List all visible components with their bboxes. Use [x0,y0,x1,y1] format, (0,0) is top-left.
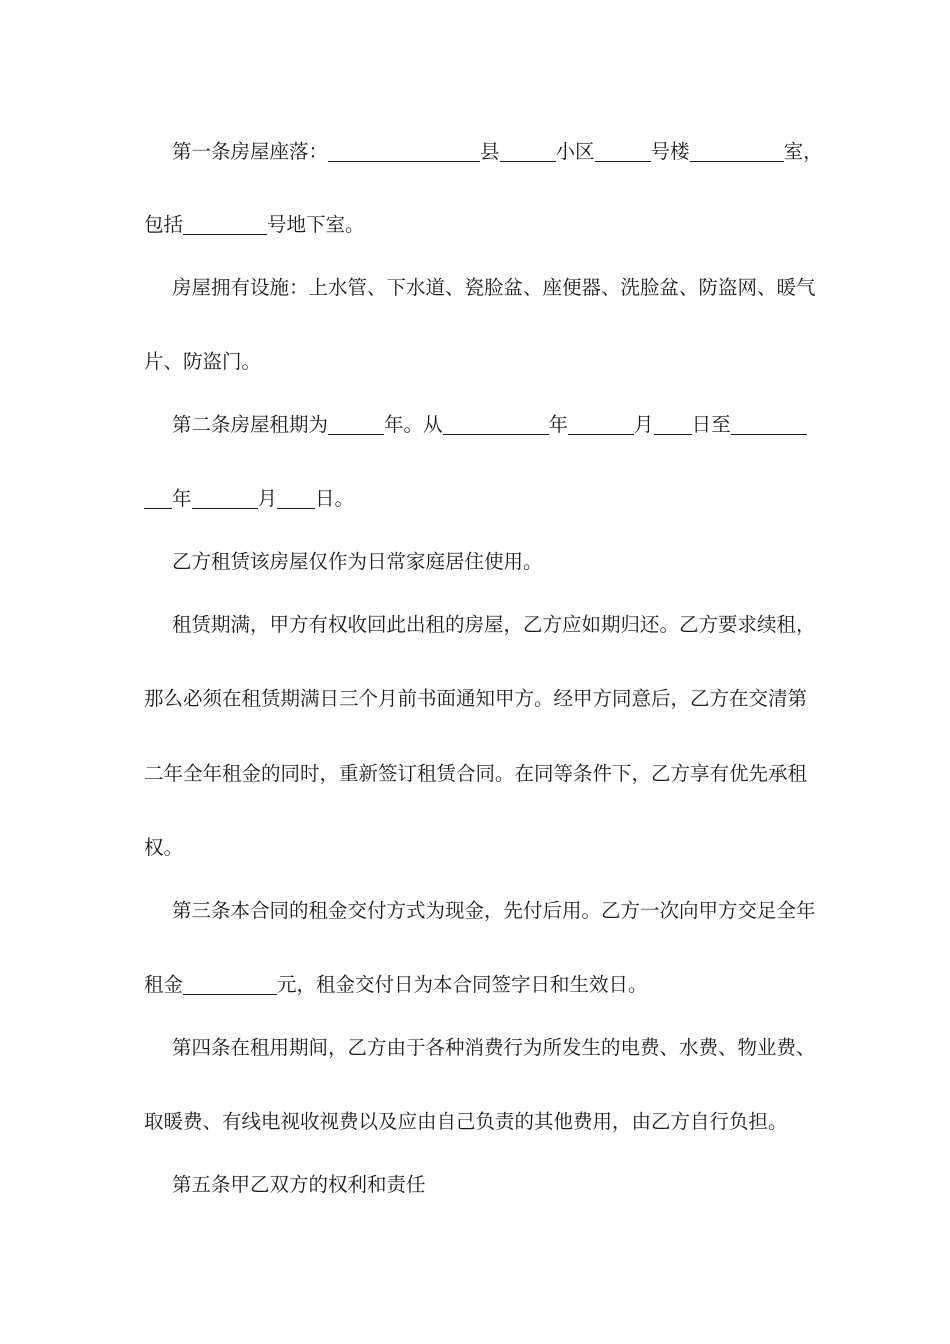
building-blank [595,141,651,162]
start-day-blank [654,414,692,435]
end-month-blank [192,488,258,509]
renewal-line3: 二年全年租金的同时，重新签订租赁合同。在同等条件下，乙方享有优先承租 [144,762,808,785]
basement-blank [183,214,267,235]
article4-line2: 取暖费、有线电视收视费以及应由自己负责的其他费用，由乙方自行负担。 [144,1110,788,1133]
article1-line2: 包括 号地下室。 [144,213,365,236]
article2-line1: 第二条房屋租期为 年。从 年 月 日至 [172,410,807,440]
county-blank [328,141,480,162]
article4-line1: 第四条在租用期间，乙方由于各种消费行为所发生的电费、水费、物业费、 [172,1036,816,1059]
start-month-blank [568,414,634,435]
article3-line2: 租金 元，租金交付日为本合同签字日和生效日。 [144,973,648,996]
end-day-blank [277,488,315,509]
end-year-blank-part1 [731,414,807,435]
article1-line1: 第一条房屋座落： 县 小区 号楼 室， [172,140,823,163]
article3-line1: 第三条本合同的租金交付方式为现金，先付后用。乙方一次向甲方交足全年 [172,899,816,922]
article5-heading: 第五条甲乙双方的权利和责任 [172,1173,426,1196]
rent-amount-blank [183,974,277,995]
district-blank [500,141,556,162]
term-years-blank [328,414,384,435]
start-year-blank [443,414,549,435]
usage-paragraph: 乙方租赁该房屋仅作为日常家庭居住使用。 [172,550,543,573]
facilities-line1: 房屋拥有设施：上水管、下水道、瓷脸盆、座便器、洗脸盆、防盗网、暖气 [172,276,816,299]
article1-label: 第一条房屋座落： [172,140,329,163]
article2-line2: 年 月 日。 [144,484,354,514]
renewal-line4: 权。 [144,836,184,859]
end-year-blank-part2 [144,488,172,509]
renewal-line2: 那么必须在租赁期满日三个月前书面通知甲方。经甲方同意后，乙方在交清第 [144,687,808,710]
article2-label: 第二条房屋租期为 [172,413,329,436]
room-blank [690,141,784,162]
facilities-line2: 片、防盗门。 [144,350,262,373]
renewal-line1: 租赁期满，甲方有权收回此出租的房屋，乙方应如期归还。乙方要求续租， [172,613,816,636]
